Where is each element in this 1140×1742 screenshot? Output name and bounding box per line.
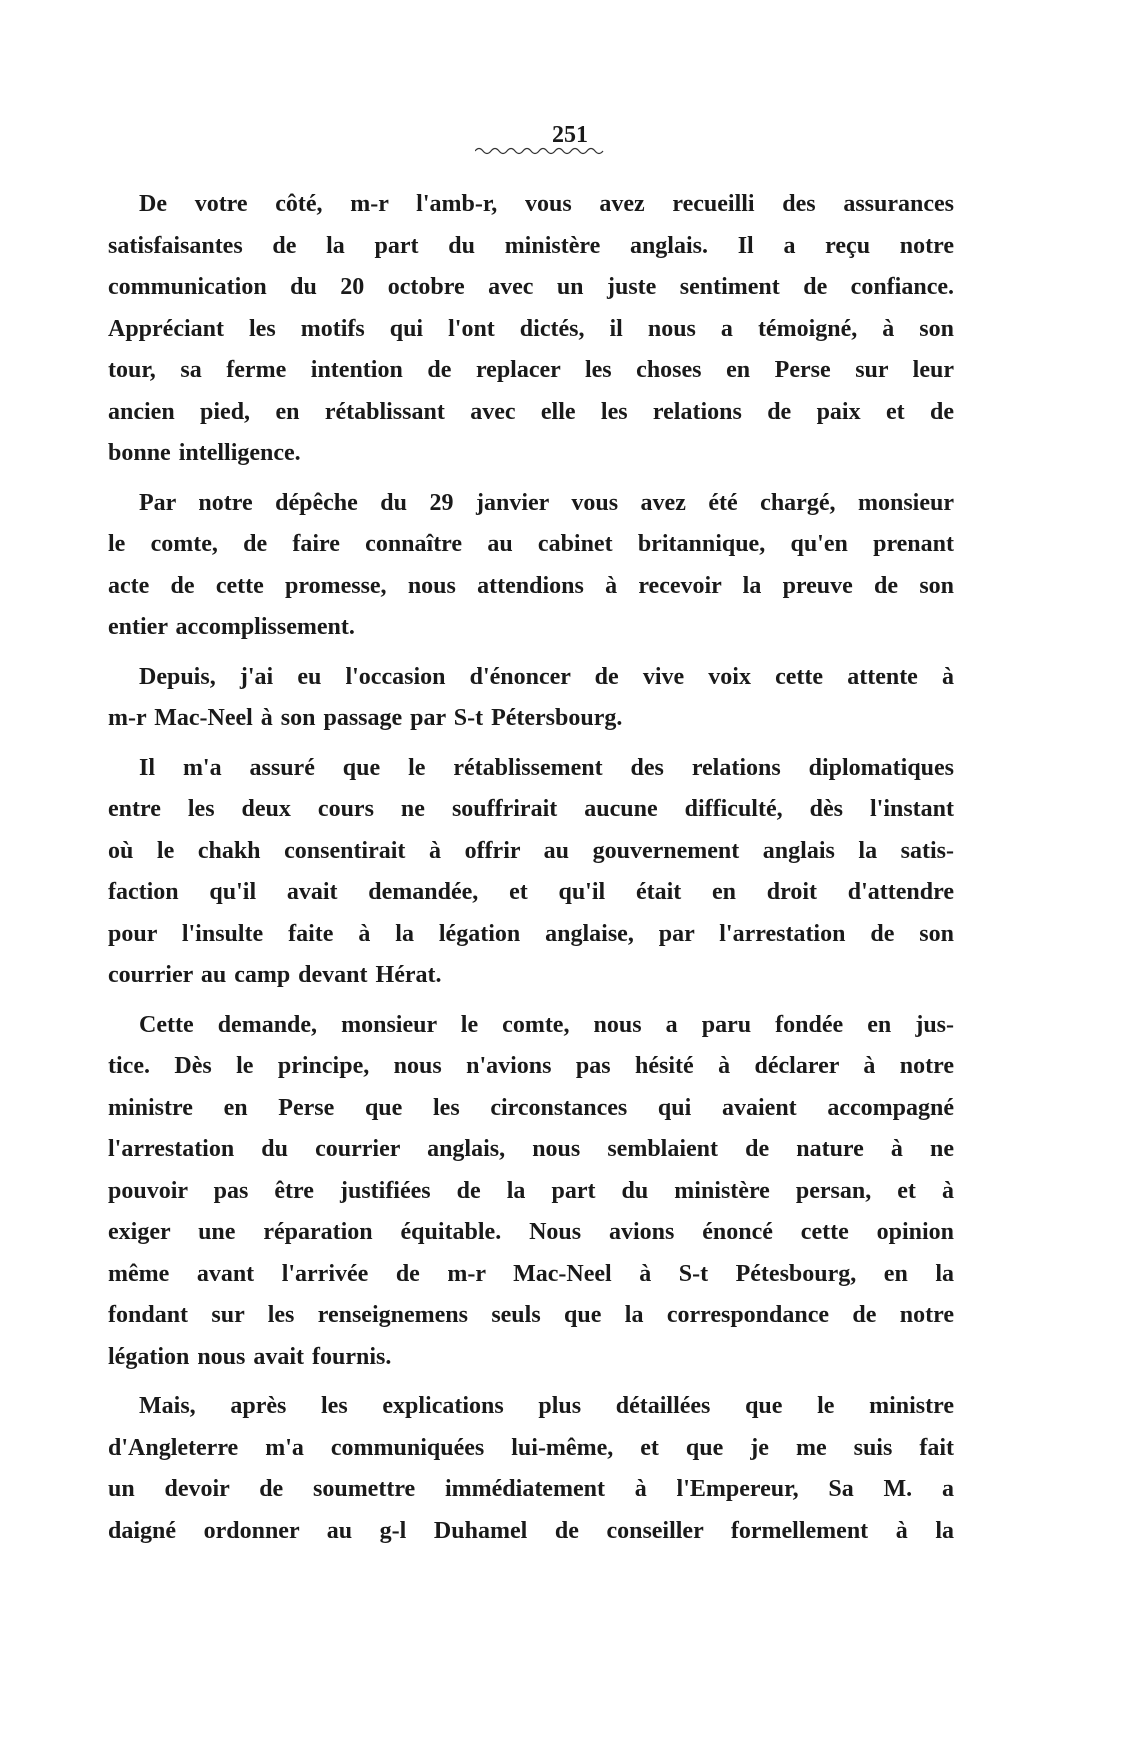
text-line: exiger une réparation équitable. Nous avions énoncé cette opinion — [108, 1219, 954, 1245]
text-line: entre les deux cours ne souffrirait aucune difficulté, dès l'instant — [108, 796, 954, 822]
text-line: ministre en Perse que les circonstances qui avaient accompagné — [108, 1094, 954, 1121]
text-line: fondant sur les renseignemens seuls que la correspondance de notre — [108, 1302, 954, 1328]
paragraph — [108, 184, 954, 475]
text-line: pour l'insulte faite à la légation anglaise, par l'arrestation de son — [108, 920, 954, 947]
text-line: satisfaisantes de la part du ministère anglais. Il a reçu notre — [108, 232, 954, 259]
text-line: tice. Dès le principe, nous n'avions pas hésité à déclarer à notre — [108, 1053, 954, 1079]
paragraph — [108, 1005, 954, 1379]
text-line: légation nous avait fournis. — [108, 1343, 392, 1370]
text-line: Cette demande, monsieur le comte, nous a paru fondée en jus- — [139, 1011, 954, 1038]
text-line: où le chakh consentirait à offrir au gouvernement anglais la satis- — [108, 837, 954, 864]
text-line: m-r Mac-Neel à son passage par S-t Pétersbourg. — [108, 705, 623, 731]
text-line: Par notre dépêche du 29 janvier vous avez été chargé, monsieur — [139, 489, 954, 516]
paragraph — [108, 483, 954, 649]
text-line: ancien pied, en rétablissant avec elle les relations de paix et de — [108, 398, 954, 425]
page-number: 251 — [552, 122, 588, 148]
text-line: entier accomplissement. — [108, 614, 355, 640]
text-line: Il m'a assuré que le rétablissement des relations diplomatiques — [139, 754, 954, 781]
text-line: bonne intelligence. — [108, 440, 301, 466]
text-line: un devoir de soumettre immédiatement à l'Empereur, Sa M. a — [108, 1476, 954, 1502]
decorative-wavy-rule — [475, 146, 605, 156]
text-line: le comte, de faire connaître au cabinet britannique, qu'en prenant — [108, 531, 954, 557]
body-text — [108, 184, 954, 1552]
text-line: courrier au camp devant Hérat. — [108, 962, 442, 988]
text-line: faction qu'il avait demandée, et qu'il était en droit d'attendre — [108, 879, 954, 905]
text-line: d'Angleterre m'a communiquées lui-même, et que je me suis fait — [108, 1434, 954, 1461]
paragraph — [108, 748, 954, 997]
text-line: Mais, après les explications plus détaillées que le ministre — [139, 1393, 954, 1419]
text-line: De votre côté, m-r l'amb-r, vous avez recueilli des assurances — [139, 191, 954, 217]
text-line: l'arrestation du courrier anglais, nous semblaient de nature à ne — [108, 1136, 954, 1162]
text-line: communication du 20 octobre avec un juste sentiment de confiance. — [108, 274, 954, 300]
text-line: Depuis, j'ai eu l'occasion d'énoncer de vive voix cette attente à — [139, 663, 954, 690]
text-line: tour, sa ferme intention de replacer les choses en Perse sur leur — [108, 357, 954, 383]
text-line: pouvoir pas être justifiées de la part du ministère persan, et à — [108, 1177, 954, 1204]
paragraph — [108, 1386, 954, 1552]
text-line: daigné ordonner au g-l Duhamel de conseiller formellement à la — [108, 1517, 954, 1544]
text-line: acte de cette promesse, nous attendions à recevoir la preuve de son — [108, 572, 954, 599]
paragraph — [108, 657, 954, 740]
text-line: même avant l'arrivée de m-r Mac-Neel à S-t Pétesbourg, en la — [108, 1260, 954, 1287]
text-line: Appréciant les motifs qui l'ont dictés, il nous a témoigné, à son — [108, 315, 954, 342]
